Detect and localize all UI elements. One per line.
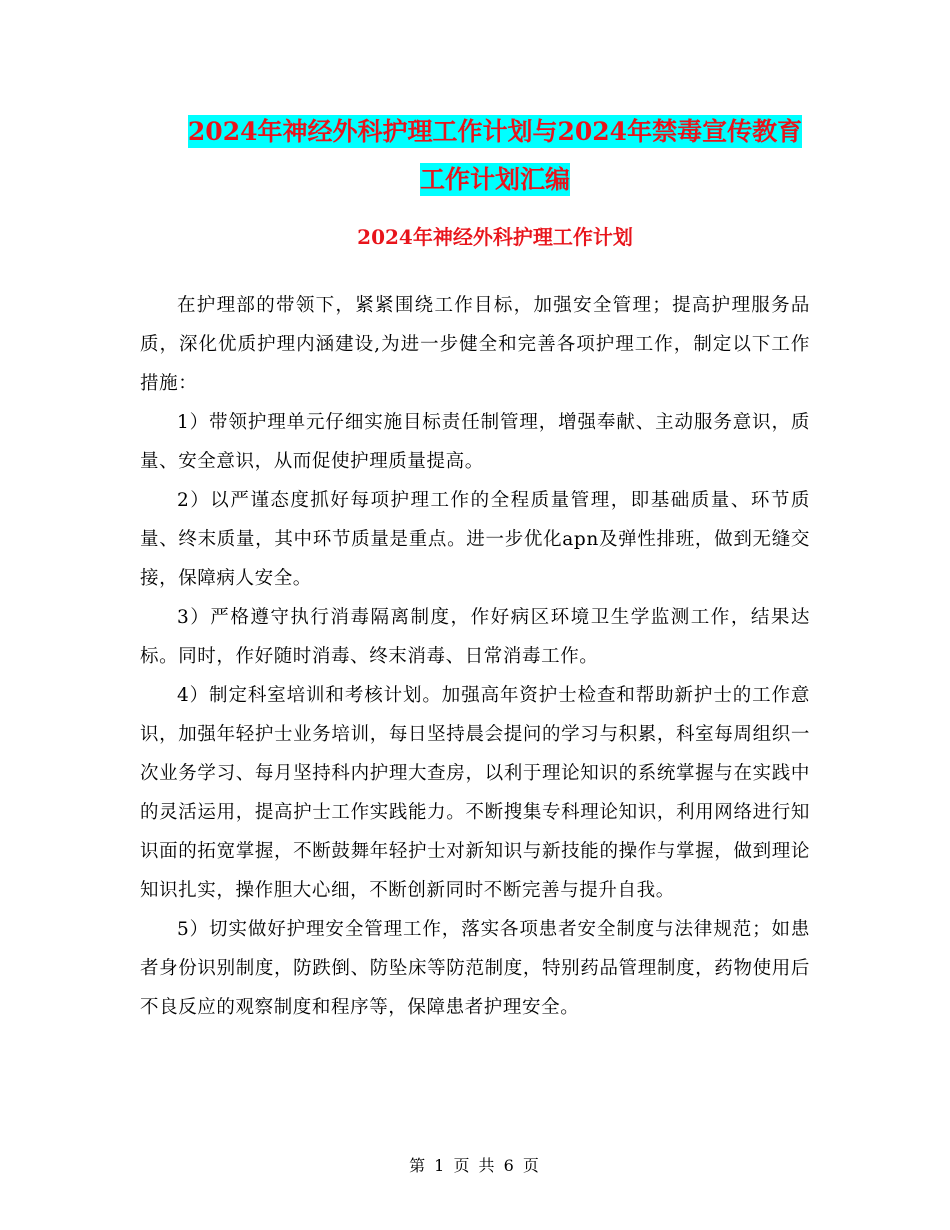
paragraph-item-1: 1）带领护理单元仔细实施目标责任制管理，增强奉献、主动服务意识，质量、安全意识，从而促使护理质量提高。 — [140, 412, 810, 472]
paragraph-intro: 在护理部的带领下，紧紧围绕工作目标，加强安全管理；提高护理服务品质，深化优质护理内涵建设,为进一步健全和完善各项护理工作，制定以下工作措施： — [140, 295, 810, 394]
document-title — [140, 108, 850, 204]
paragraph-item-3: 3）严格遵守执行消毒隔离制度，作好病区环境卫生学监测工作，结果达标。同时，作好随时消毒、终末消毒、日常消毒工作。 — [140, 607, 810, 667]
document-title-line-2: 工作计划汇编 — [419, 165, 570, 194]
paragraph-item-5: 5）切实做好护理安全管理工作，落实各项患者安全制度与法律规范；如患者身份识别制度，防跌倒、防坠床等防范制度，特别药品管理制度，药物使用后不良反应的观察制度和程序等，保障患者护理安全。 — [140, 919, 810, 1018]
section-title: 2024年神经外科护理工作计划 — [357, 225, 633, 249]
document-body — [140, 286, 810, 1027]
page-footer: 第 1 页 共 6 页 — [409, 1156, 541, 1175]
paragraph-item-2: 2）以严谨态度抓好每项护理工作的全程质量管理，即基础质量、环节质量、终末质量，其中环节质量是重点。进一步优化apn及弹性排班，做到无缝交接，保障病人安全。 — [140, 490, 810, 589]
document-title-line-1: 2024年神经外科护理工作计划与2024年禁毒宣传教育 — [187, 117, 803, 146]
paragraph-item-4: 4）制定科室培训和考核计划。加强高年资护士检查和帮助新护士的工作意识，加强年轻护士业务培训，每日坚持晨会提问的学习与积累，科室每周组织一次业务学习、每月坚持科内护理大查房，以利于理论知识的系统掌握与在实践中的灵活运用，提高护士工作实践能力。不断搜集专科理论知识，利用网络进行知识面的拓宽掌握，不断鼓舞年轻护士对新知识与新技能的操作与掌握，做到理论知识扎实，操作胆大心细，不断创新同时不断完善与提升自我。 — [140, 685, 810, 901]
